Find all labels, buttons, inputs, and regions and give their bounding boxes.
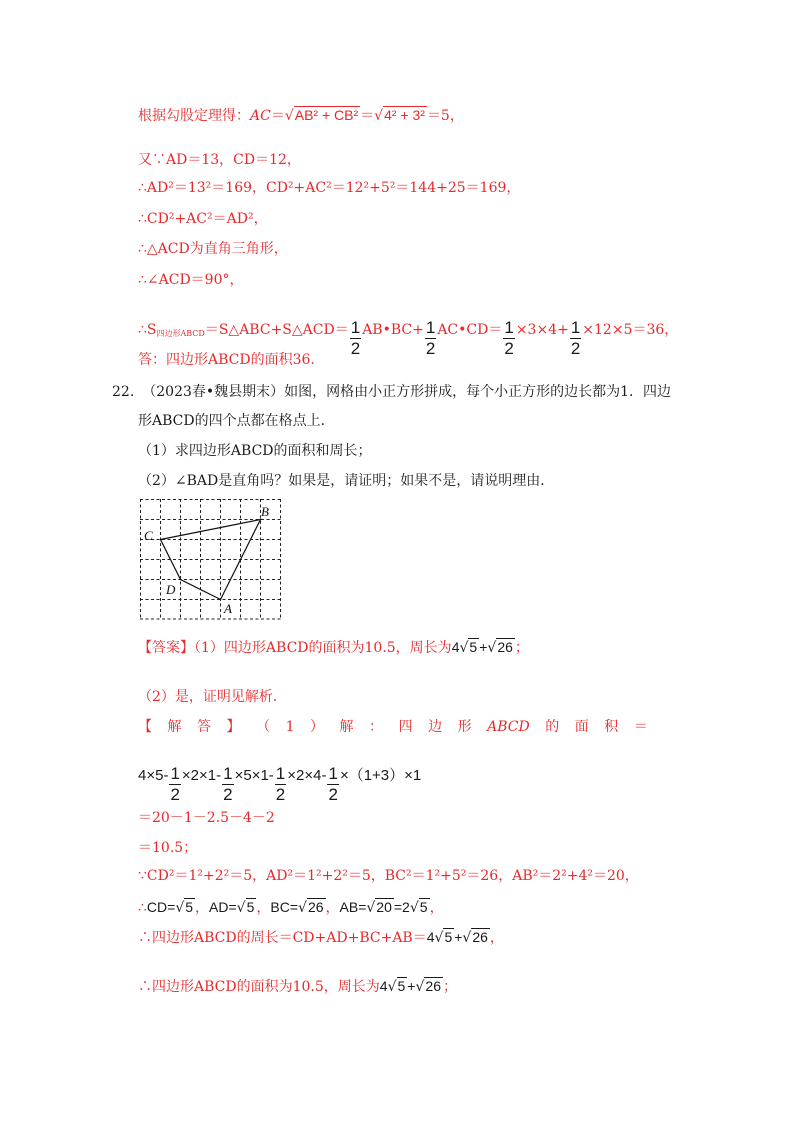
perimeter-line: ∴四边形ABCD的周长＝CD+AD+BC+AB＝4√5 +√26 ，	[138, 929, 504, 946]
problem-part-1: （1）求四边形ABCD的面积和周长；	[138, 443, 372, 459]
area-expression: 4×5- $\frac{1}{2}$ ×2×1- $\frac{1}{2}$ ×5×1- $\frac{1}{2}$ ×2×4- $\frac{1}{2}$ ×（1+3）×1	[138, 764, 422, 804]
numeric-line: ＝20－1－2.5－4－2	[138, 810, 275, 826]
angle-line: ∴∠ACD＝90°，	[138, 272, 244, 288]
label-c: C	[144, 528, 153, 543]
pythag-prefix: 根据勾股定理得：	[138, 108, 250, 124]
pythag-eq: ＝	[270, 108, 285, 124]
sides-line: ∴CD=√5 ，AD=√5 ，BC=√26 ，AB=√20 =2√5 ，	[138, 899, 444, 916]
grid-lines	[140, 499, 281, 619]
fraction-half: $\frac{1}{2}$	[170, 764, 180, 804]
final-line: ∴四边形ABCD的面积为10.5，周长为4√5 +√26 ；	[138, 978, 457, 995]
label-a: A	[224, 601, 232, 616]
label-d: D	[166, 582, 176, 597]
pythag-ac: AC	[250, 108, 271, 124]
sqrt-4-3: √4² + 3²	[374, 107, 425, 124]
problem-stem-1: 如图，网格由小正方形拼成，每个小正方形的边长都为1．四边	[284, 384, 672, 400]
fraction-half: $\frac{1}{2}$	[328, 764, 338, 804]
result-line: ＝10.5；	[138, 840, 198, 856]
sum-line: ∴CD²+AC²＝AD²，	[138, 211, 268, 227]
pythag-result: ＝5，	[426, 108, 464, 124]
side-squares-line: ∵CD²＝1²+2²＝5，AD²＝1²+2²＝5，BC²＝1²+5²＝26，AB²＝2²+4²＝20，	[138, 868, 639, 884]
problem-source: （2023春•魏县期末）	[142, 384, 285, 400]
problem-part-2: （2）∠BAD是直角吗？如果是，请证明；如果不是，请说明理由．	[138, 473, 555, 489]
answer-line-1: 【答案】（1）四边形ABCD的面积为10.5，周长为4√5 +√26 ；	[138, 639, 529, 656]
sqrt-ab-cb: √AB² + CB²	[284, 107, 359, 124]
area-line: $\therefore S_{四边形ABCD}=S\triangle ABC+S\triangle ACD=$ $\frac{1}{2}$ AB•BC+ $\frac{1}{2}$ AC•CD＝ $\frac{1}{2}$ ×3×4+ $\frac{1}{2}$ ×12×5＝36，	[138, 318, 679, 358]
given-line: 又∵AD＝13，CD＝12，	[138, 152, 301, 168]
grid-figure	[140, 498, 290, 620]
answer-line-2: （2）是，证明见解析．	[138, 689, 287, 705]
problem-number: 22.	[112, 384, 135, 400]
perimeter-expression: 4√5 +√26	[451, 639, 513, 656]
problem-22-line1	[112, 383, 671, 401]
answer-tag: 【答案】	[138, 640, 194, 656]
right-triangle-line: ∴△ACD为直角三角形，	[138, 241, 288, 257]
fraction-half: $\frac{1}{2}$	[350, 318, 361, 358]
perimeter-expression: 4√5 +√26	[379, 978, 441, 995]
fraction-half: $\frac{1}{2}$	[275, 764, 286, 804]
problem-stem-2: 形ABCD的四个点都在格点上．	[138, 413, 335, 429]
side-lengths: CD=√5	[146, 899, 194, 916]
fraction-half: $\frac{1}{2}$	[504, 318, 514, 358]
answer-line-prev: 答：四边形ABCD的面积36.	[138, 352, 315, 368]
fraction-half: $\frac{1}{2}$	[425, 318, 436, 358]
label-b: B	[261, 504, 269, 519]
perimeter-expression: 4√5 +√26	[426, 929, 488, 946]
fraction-half: $\frac{1}{2}$	[223, 764, 233, 804]
fraction-half: $\frac{1}{2}$	[570, 318, 581, 358]
solution-header: 【 解 答 】 （ 1 ） 解 ： 四 边 形 ABCD 的 面 积 ＝	[138, 719, 648, 735]
pythagoras-line: 根据勾股定理得：AC＝√AB² + CB² ＝√4² + 3² ＝5，	[138, 107, 464, 124]
squares-line: ∴AD²＝13²＝169，CD²+AC²＝12²+5²＝144+25＝169，	[138, 180, 521, 196]
